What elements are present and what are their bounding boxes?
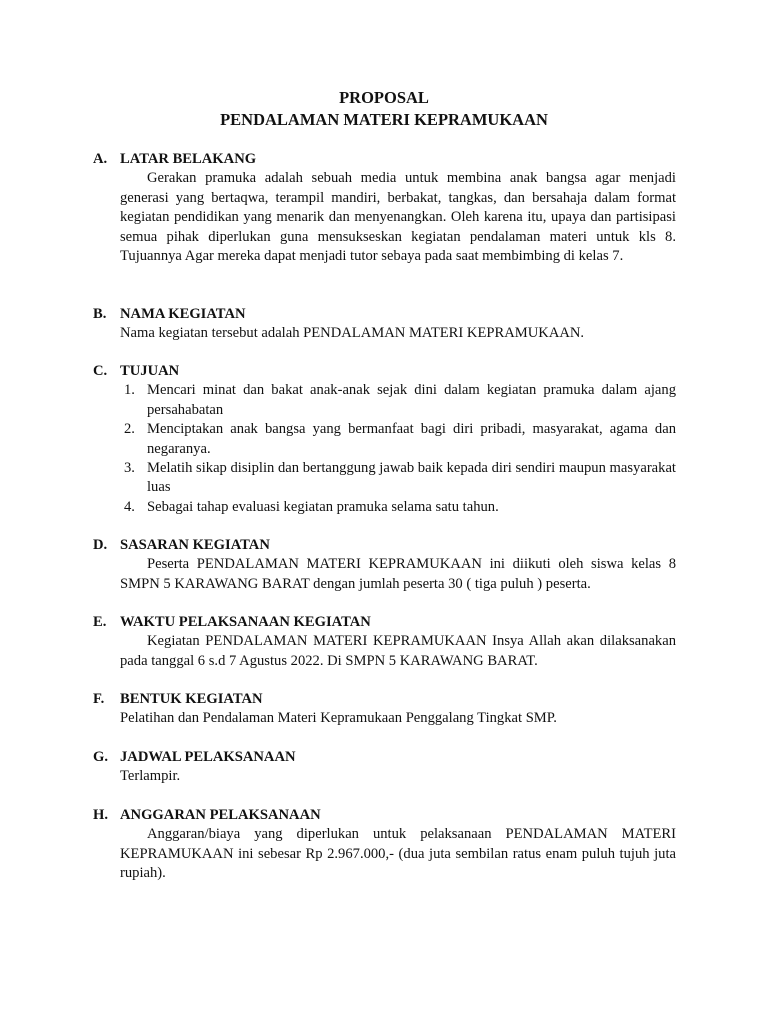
- section-title: TUJUAN: [120, 363, 180, 379]
- section-jadwal-pelaksanaan: [93, 748, 676, 787]
- section-letter: B.: [93, 306, 107, 322]
- section-heading: [93, 690, 676, 709]
- section-letter: G.: [93, 749, 108, 765]
- section-letter: F.: [93, 691, 105, 707]
- list-text: Melatih sikap disiplin dan bertanggung jawab baik kepada diri sendiri maupun masyarakat luas: [147, 460, 676, 496]
- section-paragraph: Terlampir.: [120, 768, 181, 785]
- section-title: BENTUK KEGIATAN: [120, 691, 263, 707]
- section-heading: [93, 806, 676, 825]
- section-letter: C.: [93, 363, 108, 379]
- section-letter: D.: [93, 537, 108, 553]
- section-paragraph: Pelatihan dan Pendalaman Materi Kepramukaan Penggalang Tingkat SMP.: [120, 710, 557, 727]
- section-letter: E.: [93, 614, 107, 630]
- section-nama-kegiatan: [93, 305, 676, 344]
- section-letter: A.: [93, 151, 108, 167]
- section-title: WAKTU PELAKSANAAN KEGIATAN: [120, 614, 371, 630]
- list-text: Sebagai tahap evaluasi kegiatan pramuka selama satu tahun.: [147, 498, 499, 515]
- section-tujuan: [93, 362, 676, 517]
- list-item: [120, 498, 676, 517]
- section-heading: [93, 748, 676, 767]
- section-paragraph: Gerakan pramuka adalah sebuah media untuk membina anak bangsa agar menjadi generasi yang bertaqwa, terampil mandiri, berbakat, tangkas, dan bersahaja dalam format kegiatan pendidikan yang menarik dan menyenangkan. Oleh karena itu, upaya dan partisipasi semua pihak diperlukan guna mensukseskan kegiatan pendalaman materi untuk kls 8. Tujuannya Agar mereka dapat menjadi tutor sebaya pada saat membimbing di kelas 7.: [120, 170, 676, 265]
- section-heading: [93, 305, 676, 324]
- section-paragraph: Kegiatan PENDALAMAN MATERI KEPRAMUKAAN Insya Allah akan dilaksanakan pada tanggal 6 s.d 7 Agustus 2022. Di SMPN 5 KARAWANG BARAT.: [120, 633, 676, 669]
- section-latar-belakang: [93, 150, 676, 266]
- section-anggaran-pelaksanaan: [93, 806, 676, 884]
- list-number: 3.: [124, 460, 135, 477]
- list-text: Menciptakan anak bangsa yang bermanfaat bagi diri pribadi, masyarakat, agama dan negaranya.: [147, 421, 676, 457]
- section-title: JADWAL PELAKSANAAN: [120, 749, 296, 765]
- section-heading: [93, 536, 676, 555]
- list-item: [120, 420, 676, 459]
- list-number: 2.: [124, 421, 135, 438]
- section-sasaran-kegiatan: [93, 536, 676, 594]
- section-paragraph: Nama kegiatan tersebut adalah PENDALAMAN MATERI KEPRAMUKAAN.: [120, 325, 585, 342]
- section-title: LATAR BELAKANG: [120, 151, 257, 167]
- objectives-list: [120, 381, 676, 517]
- list-item: [120, 459, 676, 498]
- document-subtitle: PENDALAMAN MATERI KEPRAMUKAAN: [220, 110, 548, 129]
- section-letter: H.: [93, 807, 108, 823]
- section-title: NAMA KEGIATAN: [120, 306, 246, 322]
- list-text: Mencari minat dan bakat anak-anak sejak dini dalam kegiatan pramuka dalam ajang persahabatan: [147, 382, 676, 418]
- section-heading: [93, 362, 676, 381]
- document-title: PROPOSAL: [339, 88, 429, 107]
- section-bentuk-kegiatan: [93, 690, 676, 729]
- list-number: 1.: [124, 382, 135, 399]
- list-item: [120, 381, 676, 420]
- list-number: 4.: [124, 498, 135, 515]
- section-waktu-pelaksanaan: [93, 613, 676, 671]
- section-paragraph: Peserta PENDALAMAN MATERI KEPRAMUKAAN ini diikuti oleh siswa kelas 8 SMPN 5 KARAWANG BARAT dengan jumlah peserta 30 ( tiga puluh ) peserta.: [120, 556, 676, 592]
- section-title: ANGGARAN PELAKSANAAN: [120, 807, 321, 823]
- section-heading: [93, 150, 676, 169]
- section-paragraph: Anggaran/biaya yang diperlukan untuk pelaksanaan PENDALAMAN MATERI KEPRAMUKAAN ini sebesar Rp 2.967.000,- (dua juta sembilan ratus enam puluh tujuh juta rupiah).: [120, 826, 676, 882]
- section-title: SASARAN KEGIATAN: [120, 537, 270, 553]
- section-heading: [93, 613, 676, 632]
